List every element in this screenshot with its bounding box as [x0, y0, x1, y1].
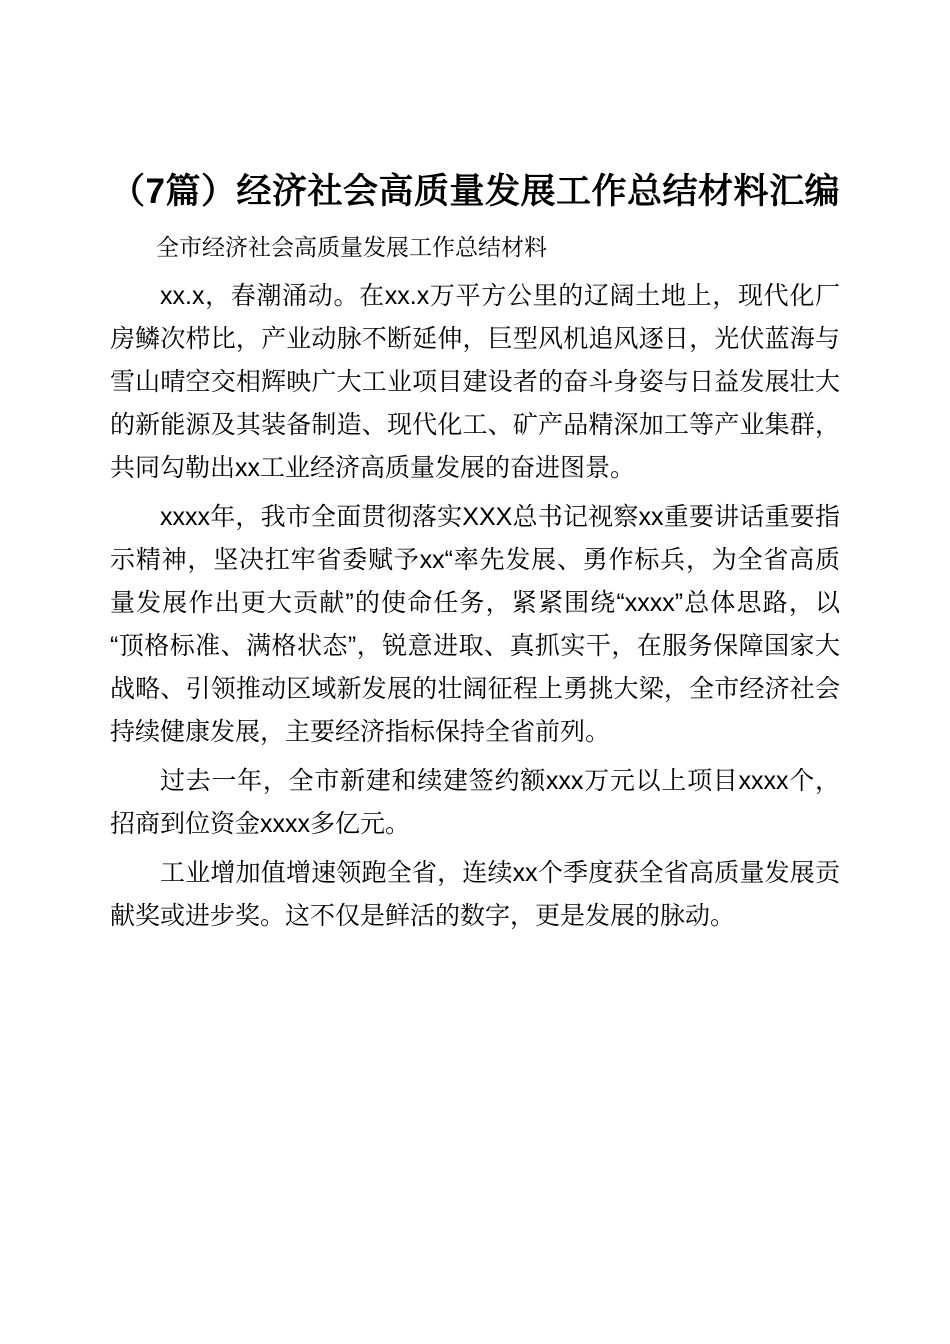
body-paragraph: xxxx年，我市全面贯彻落实XXX总书记视察xx重要讲话重要指示精神，坚决扛牢省委赋予xx“率先发展、勇作标兵，为全省高质量发展作出更大贡献”的使命任务，紧紧围绕“xxxx”总体思路，以“顶格标准、满格状态”，锐意进取、真抓实干，在服务保障国家大战略、引领推动区域新发展的壮阔征程上勇挑大梁，全市经济社会持续健康发展，主要经济指标保持全省前列。	[110, 502, 840, 746]
page-title: （7篇）经济社会高质量发展工作总结材料汇编	[110, 172, 840, 211]
body-paragraph: xx.x，春潮涌动。在xx.x万平方公里的辽阔土地上，现代化厂房鳞次栉比，产业动脉不断延伸，巨型风机追风逐日，光伏蓝海与雪山晴空交相辉映广大工业项目建设者的奋斗身姿与日益发展壮大的新能源及其装备制造、现代化工、矿产品精深加工等产业集群，共同勾勒出xx工业经济高质量发展的奋进图景。	[110, 281, 840, 482]
body-paragraph: 工业增加值增速领跑全省，连续xx个季度获全省高质量发展贡献奖或进步奖。这不仅是鲜活的数字，更是发展的脉动。	[110, 858, 840, 930]
document-subtitle: 全市经济社会高质量发展工作总结材料	[156, 234, 547, 261]
body-paragraph: 过去一年，全市新建和续建签约额xxx万元以上项目xxxx个，招商到位资金xxxx多亿元。	[110, 766, 840, 838]
